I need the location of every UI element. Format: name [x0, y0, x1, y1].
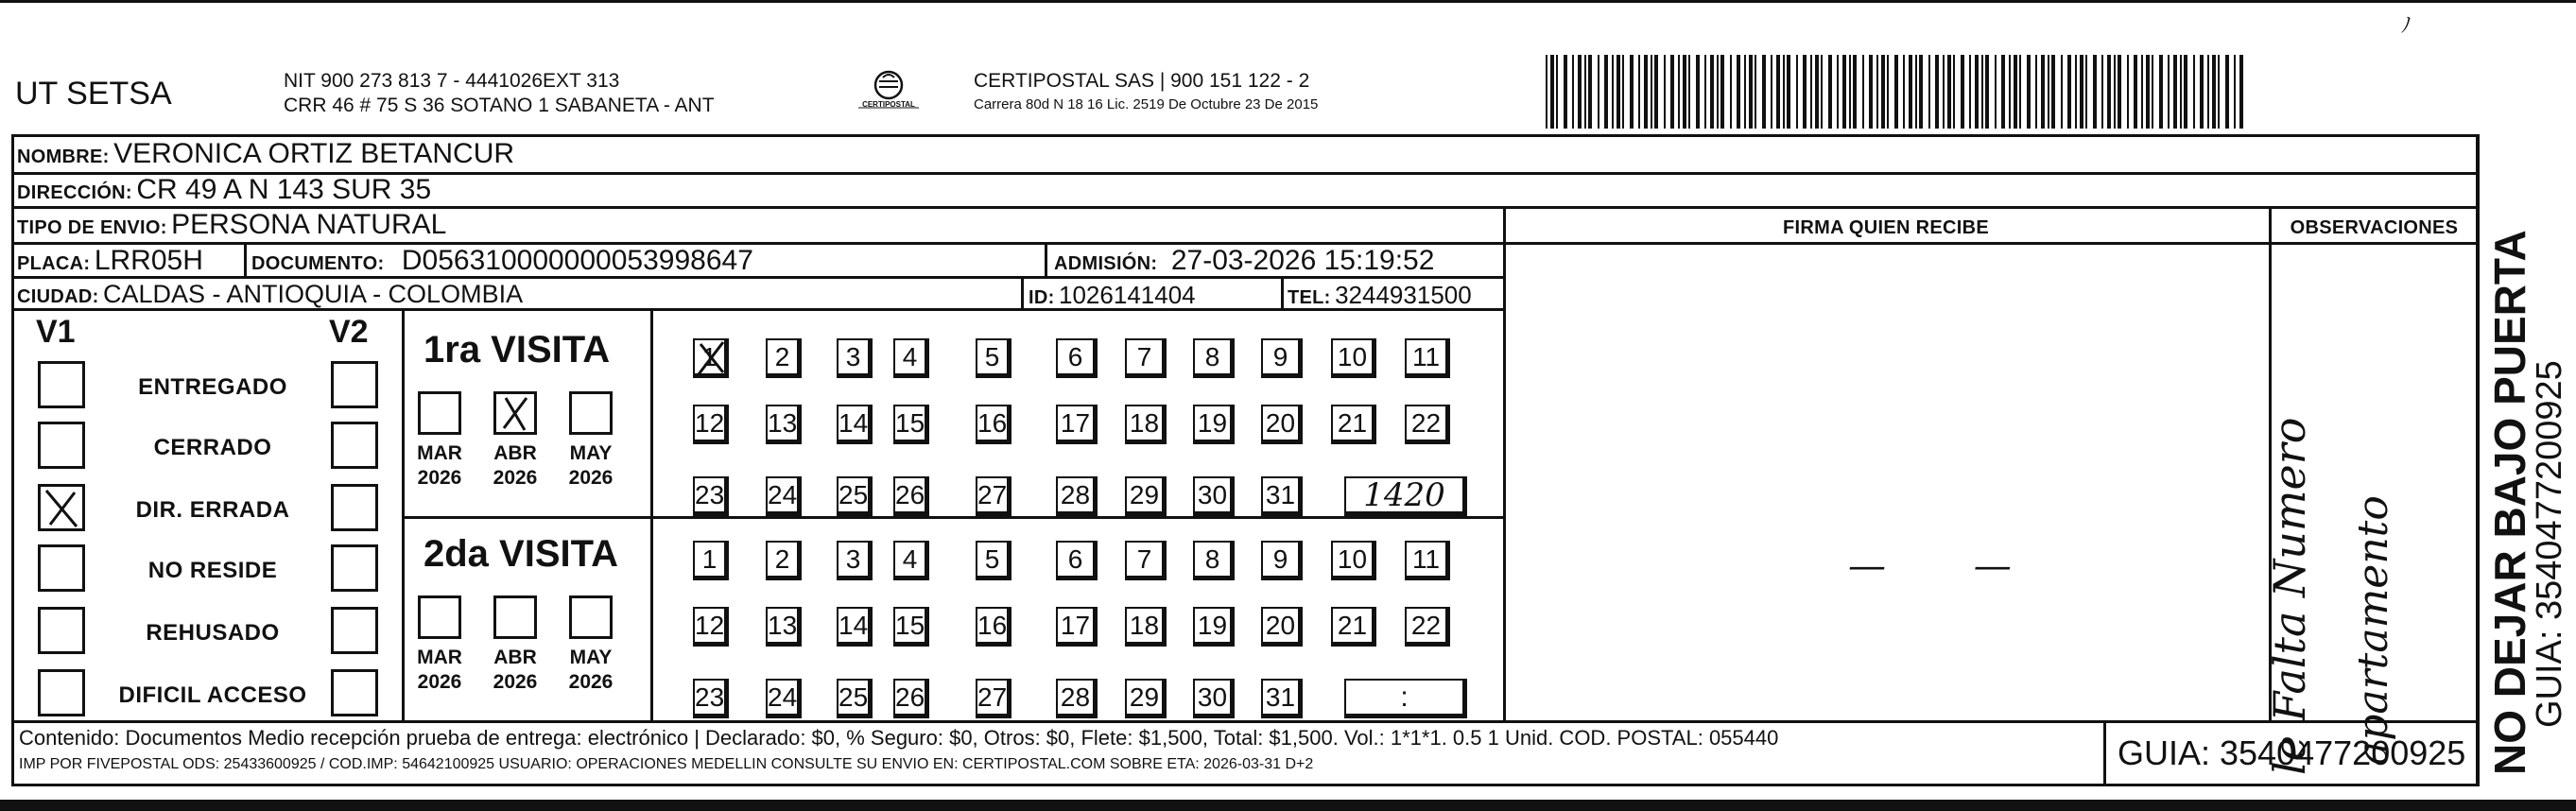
- id-value: 1026141404: [1059, 281, 1196, 309]
- month-label: ABR: [493, 442, 537, 464]
- day-box[interactable]: 2: [766, 541, 802, 580]
- day-box[interactable]: 22: [1405, 405, 1450, 444]
- day-box[interactable]: 16: [976, 607, 1011, 647]
- v1-checkbox[interactable]: [38, 669, 85, 716]
- observacion-line-1: le Falta Numero: [2264, 417, 2315, 775]
- day-box[interactable]: 29: [1125, 476, 1167, 516]
- day-box[interactable]: 8: [1193, 541, 1235, 580]
- day-box[interactable]: 18: [1125, 607, 1167, 647]
- vline-firma: [1503, 206, 1506, 722]
- status-label: REHUSADO: [146, 620, 280, 646]
- v1-checkbox[interactable]: [38, 484, 85, 531]
- day-box[interactable]: 8: [1193, 338, 1235, 378]
- month-checkbox[interactable]: [418, 595, 461, 639]
- status-label: DIFICIL ACCESO: [118, 682, 307, 708]
- v2-checkbox[interactable]: [331, 361, 378, 408]
- firma-label: FIRMA QUIEN RECIBE: [1783, 217, 1989, 238]
- year-label: 2026: [493, 671, 538, 693]
- year-label: 2026: [568, 671, 614, 693]
- day-box[interactable]: 26: [893, 476, 929, 516]
- day-box[interactable]: 1: [693, 338, 729, 378]
- barcode: [1546, 55, 2250, 129]
- day-box[interactable]: 30: [1193, 679, 1235, 718]
- day-box[interactable]: 13: [766, 607, 802, 647]
- v1-label: V1: [36, 314, 76, 350]
- vline-admision: [1045, 242, 1047, 278]
- day-box[interactable]: 15: [893, 405, 929, 444]
- day-box[interactable]: 5: [976, 338, 1011, 378]
- vline-placa: [244, 242, 247, 278]
- day-box[interactable]: 17: [1056, 607, 1098, 647]
- signature-dashes: — —: [1848, 544, 2049, 588]
- second-visit-title: 2da VISITA: [424, 533, 618, 575]
- year-label: 2026: [493, 467, 538, 489]
- v2-checkbox[interactable]: [331, 669, 378, 716]
- status-label: CERRADO: [153, 435, 272, 460]
- day-box[interactable]: 9: [1261, 338, 1303, 378]
- day-box[interactable]: 28: [1056, 476, 1098, 516]
- day-box[interactable]: 29: [1125, 679, 1167, 718]
- month-label: MAY: [569, 442, 613, 464]
- placa-row: [17, 245, 203, 277]
- day-box[interactable]: 1: [693, 541, 729, 580]
- day-box[interactable]: 31: [1261, 679, 1303, 718]
- id-row: [1029, 281, 1196, 310]
- day-box[interactable]: 19: [1193, 405, 1235, 444]
- day-box[interactable]: 6: [1056, 338, 1098, 378]
- day-box[interactable]: 14: [837, 607, 873, 647]
- month-checkbox[interactable]: [569, 595, 613, 639]
- admision-value: 27-03-2026 15:19:52: [1170, 245, 1435, 276]
- day-box[interactable]: 20: [1261, 607, 1303, 647]
- ciudad-label: CIUDAD:: [17, 286, 99, 307]
- observaciones-label: OBSERVACIONES: [2290, 217, 2459, 238]
- vline-id: [1021, 276, 1024, 310]
- footer-guia: GUIA: 3540477200925: [2118, 733, 2466, 772]
- company-name: UT SETSA: [15, 76, 172, 112]
- nit-line-1: NIT 900 273 813 7 - 4441026EXT 313: [284, 70, 620, 92]
- day-box[interactable]: 13: [766, 405, 802, 444]
- status-label: NO RESIDE: [147, 558, 278, 583]
- certipostal-line-2: Carrera 80d N 18 16 Lic. 2519 De Octubre 23 De 2015: [974, 96, 1319, 112]
- year-label: 2026: [568, 467, 614, 489]
- day-box[interactable]: 12: [693, 607, 729, 647]
- first-visit-title: 1ra VISITA: [424, 329, 611, 371]
- day-box[interactable]: 2: [766, 338, 802, 378]
- day-box[interactable]: 6: [1056, 541, 1098, 580]
- day-box[interactable]: 23: [693, 476, 729, 516]
- ciudad-row: [17, 280, 523, 309]
- footer-imp: IMP POR FIVEPOSTAL ODS: 25433600925 / COD.IMP: 54642100925 USUARIO: OPERACIONES MEDELLIN CONSULTE SU ENVIO EN: CERTIPOSTAL.COM SOBRE ETA: 2026-03-31 D+2: [19, 756, 1314, 772]
- month-checkbox[interactable]: [418, 391, 461, 435]
- day-box[interactable]: 16: [976, 405, 1011, 444]
- nombre-value: VERONICA ORTIZ BETANCUR: [113, 138, 515, 169]
- documento-label: DOCUMENTO:: [251, 253, 385, 274]
- month-checkbox[interactable]: [569, 391, 613, 435]
- day-box[interactable]: 3: [837, 541, 873, 580]
- month-label: ABR: [493, 647, 537, 668]
- tipo-row: [17, 209, 446, 241]
- tipo-label: TIPO DE ENVIO:: [17, 217, 167, 238]
- month-label: MAR: [417, 442, 462, 464]
- day-box[interactable]: 9: [1261, 541, 1303, 580]
- day-box[interactable]: 21: [1331, 405, 1376, 444]
- certipostal-line-1: CERTIPOSTAL SAS | 900 151 122 - 2: [974, 70, 1310, 92]
- time-box[interactable]: 1420: [1344, 476, 1467, 516]
- time-box[interactable]: :: [1344, 679, 1467, 718]
- vline-tel: [1281, 276, 1284, 310]
- direccion-value: CR 49 A N 143 SUR 35: [136, 174, 432, 205]
- month-label: MAR: [417, 647, 462, 668]
- day-box[interactable]: 4: [893, 338, 929, 378]
- year-label: 2026: [417, 671, 462, 693]
- id-label: ID:: [1029, 287, 1055, 308]
- day-box[interactable]: 31: [1261, 476, 1303, 516]
- footer-contenido: Contenido: Documentos Medio recepción prueba de entrega: electrónico | Declarado: $0, % Seguro: $0, Otros: $0, Flete: $1,500, Total: $1,500. Vol.: 1*1*1. 0.5 1 Unid. COD. POSTAL: 055440: [19, 726, 1779, 750]
- day-box[interactable]: 23: [693, 679, 729, 718]
- tel-label: TEL:: [1288, 287, 1331, 308]
- day-box[interactable]: 3: [837, 338, 873, 378]
- v1-checkbox[interactable]: [38, 544, 85, 592]
- observacion-line-2: apartamento: [2349, 495, 2397, 766]
- v1-checkbox[interactable]: [38, 361, 85, 408]
- day-box[interactable]: 25: [837, 476, 873, 516]
- day-box[interactable]: 10: [1331, 338, 1376, 378]
- month-checkbox[interactable]: [493, 595, 537, 639]
- documento-value: D056310000000053998647: [401, 245, 753, 276]
- v2-checkbox[interactable]: [331, 484, 378, 531]
- day-box[interactable]: 28: [1056, 679, 1098, 718]
- admision-label: ADMISIÓN:: [1054, 253, 1158, 274]
- day-box[interactable]: 21: [1331, 607, 1376, 647]
- direccion-row: [17, 174, 431, 206]
- side-guia: GUIA: 3540477200925: [2530, 360, 2569, 728]
- day-box[interactable]: 22: [1405, 607, 1450, 647]
- day-box[interactable]: 18: [1125, 405, 1167, 444]
- day-box[interactable]: 17: [1056, 405, 1098, 444]
- day-box[interactable]: 27: [976, 679, 1011, 718]
- day-box[interactable]: 11: [1405, 541, 1450, 580]
- day-box[interactable]: 7: [1125, 541, 1167, 580]
- logo-text: CERTIPOSTAL: [862, 100, 915, 109]
- admision-row: [1054, 245, 1434, 277]
- ciudad-value: CALDAS - ANTIOQUIA - COLOMBIA: [103, 280, 524, 308]
- vline-right: [2477, 134, 2480, 786]
- status-label: DIR. ERRADA: [135, 497, 290, 523]
- nit-line-2: CRR 46 # 75 S 36 SOTANO 1 SABANETA - ANT: [284, 95, 715, 116]
- vline-month-days: [650, 308, 653, 720]
- day-box[interactable]: 20: [1261, 405, 1303, 444]
- day-box[interactable]: 7: [1125, 338, 1167, 378]
- day-box[interactable]: 15: [893, 607, 929, 647]
- day-box[interactable]: 4: [893, 541, 929, 580]
- v1-checkbox[interactable]: [38, 422, 85, 469]
- day-box[interactable]: 11: [1405, 338, 1450, 378]
- vline-guia-footer: [2103, 720, 2106, 786]
- v1-checkbox[interactable]: [38, 607, 85, 654]
- day-box[interactable]: 10: [1331, 541, 1376, 580]
- v2-label: V2: [329, 314, 369, 350]
- day-box[interactable]: 27: [976, 476, 1011, 516]
- day-box[interactable]: 25: [837, 679, 873, 718]
- v2-checkbox[interactable]: [331, 422, 378, 469]
- month-checkbox[interactable]: [493, 391, 537, 435]
- v2-checkbox[interactable]: [331, 607, 378, 654]
- day-box[interactable]: 24: [766, 476, 802, 516]
- month-label: MAY: [569, 647, 613, 668]
- no-dejar-bajo-puerta: NO DEJAR BAJO PUERTA: [2485, 230, 2534, 775]
- tel-value: 3244931500: [1335, 281, 1472, 309]
- day-box[interactable]: 24: [766, 679, 802, 718]
- placa-value: LRR05H: [94, 245, 203, 276]
- day-box[interactable]: 12: [693, 405, 729, 444]
- day-box[interactable]: 30: [1193, 476, 1235, 516]
- tel-row: [1288, 281, 1472, 310]
- nombre-label: NOMBRE:: [17, 147, 110, 167]
- tipo-value: PERSONA NATURAL: [171, 209, 447, 240]
- day-box[interactable]: 14: [837, 405, 873, 444]
- corner-mark: ﾉ: [2401, 13, 2412, 37]
- certipostal-logo: [851, 68, 926, 119]
- nombre-row: [17, 138, 514, 170]
- v2-checkbox[interactable]: [331, 544, 378, 592]
- top-border: [0, 0, 2576, 3]
- day-box[interactable]: 26: [893, 679, 929, 718]
- year-label: 2026: [417, 467, 462, 489]
- placa-label: PLACA:: [17, 253, 91, 274]
- status-label: ENTREGADO: [138, 374, 287, 400]
- row-line-footer: [11, 720, 2479, 723]
- day-box[interactable]: 19: [1193, 607, 1235, 647]
- direccion-label: DIRECCIÓN:: [17, 182, 132, 203]
- vline-status-month: [402, 308, 405, 720]
- documento-row: [251, 245, 753, 277]
- day-box[interactable]: 5: [976, 541, 1011, 580]
- hline-visits: [402, 516, 1503, 519]
- bottom-edge: [0, 800, 2576, 811]
